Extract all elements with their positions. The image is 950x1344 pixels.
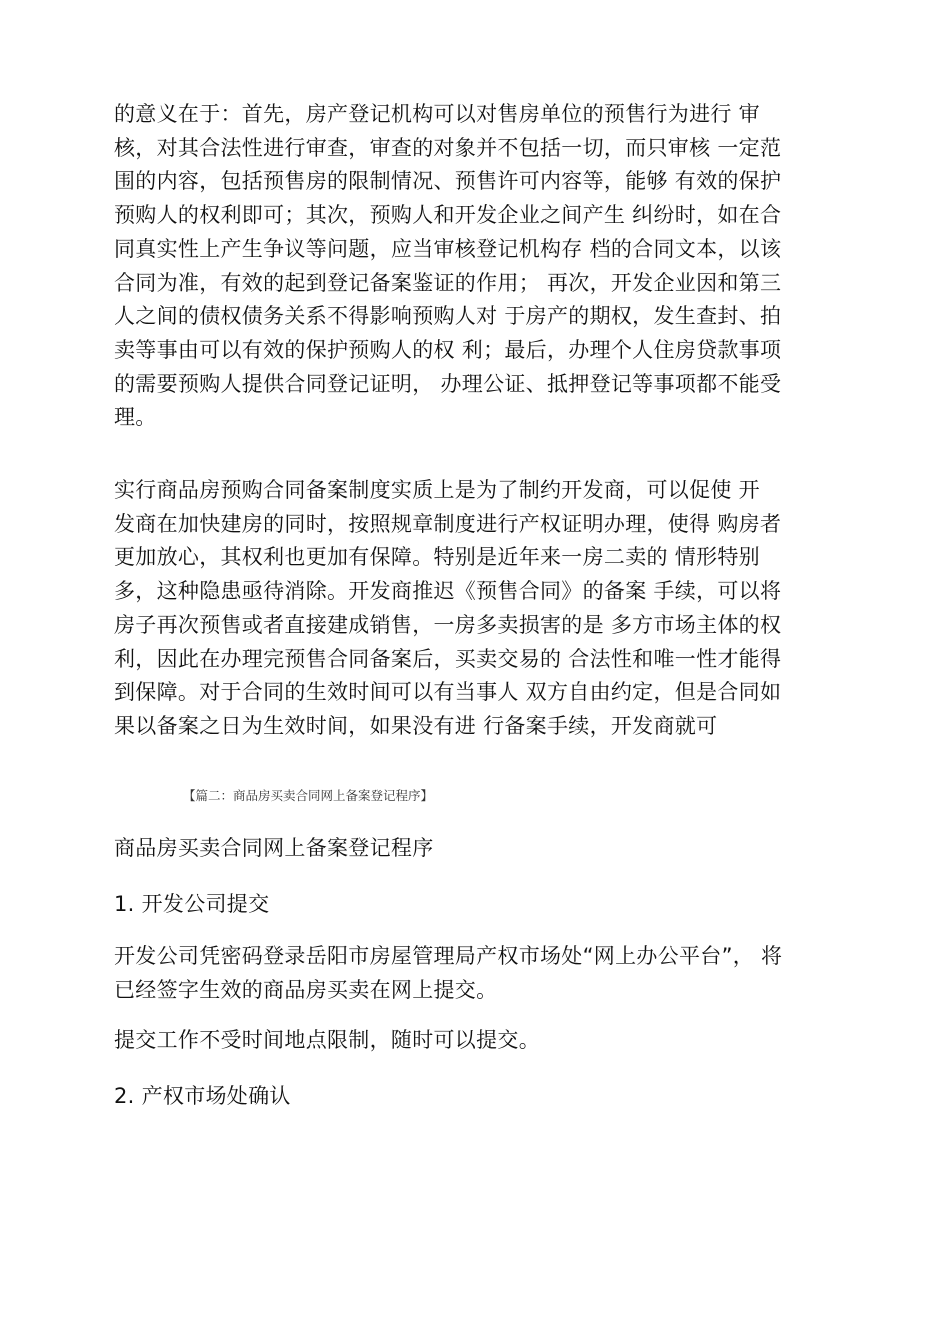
text-line: 的需要预购人提供合同登记证明， 办理公证、抵押登记等事项都不能受 [114,371,782,396]
text-line: 果以备案之日为生效时间，如果没有进 行备案手续，开发商就可 [114,713,718,738]
text-line: 利，因此在办理完预售合同备案后，买卖交易的 合法性和唯一性才能得 [114,646,782,671]
step-1-heading: 1. 开发公司提交 [114,892,270,916]
paragraph-registration-significance [114,98,874,435]
section-heading: 商品房买卖合同网上备案登记程序 [114,836,434,860]
text-line: 围的内容，包括预售房的限制情况、预售许可内容等，能够 有效的保护 [114,169,782,194]
text-line: 同真实性上产生争议等问题，应当审核登记机构存 档的合同文本，以该 [114,236,782,261]
step-2-heading: 2. 产权市场处确认 [114,1084,291,1108]
text-line: 开发公司凭密码登录岳阳市房屋管理局产权市场处“网上办公平台”， 将 [114,944,783,968]
text-line: 合同为准，有效的起到登记备案鉴证的作用； 再次，开发企业因和第三 [114,270,782,295]
text-line: 实行商品房预购合同备案制度实质上是为了制约开发商，可以促使 开 [114,478,760,502]
text-line: 多，这种隐患亟待消除。开发商推迟《预售合同》的备案 手续，可以将 [114,579,782,604]
text-line: 卖等事由可以有效的保护预购人的权 利；最后，办理个人住房贷款事项 [114,337,782,362]
text-line: 理。 [114,405,157,430]
text-line: 人之间的债权债务关系不得影响预购人对 于房产的期权，发生查封、拍 [114,304,782,329]
text-line: 房子再次预售或者直接建成销售，一房多卖损害的是 多方市场主体的权 [114,612,782,637]
text-line: 到保障。对于合同的生效时间可以有当事人 双方自由约定，但是合同如 [114,680,782,705]
text-line: 核，对其合法性进行审查，审查的对象并不包括一切，而只审核 一定范 [114,135,782,160]
paragraph-submit-anytime: 提交工作不受时间地点限制，随时可以提交。 [114,1028,540,1052]
text-line: 预购人的权利即可；其次，预购人和开发企业之间产生 纠纷时，如在合 [114,203,782,228]
text-line: 已经签字生效的商品房买卖在网上提交。 [114,977,498,1002]
paragraph-filing-system [114,474,874,744]
text-line: 发商在加快建房的同时，按照规章制度进行产权证明办理，使得 购房者 [114,511,782,536]
section-caption: 【篇二：商品房买卖合同网上备案登记程序】 [183,788,434,803]
paragraph-developer-submit [114,940,874,1007]
text-line: 更加放心，其权利也更加有保障。特别是近年来一房二卖的 情形特别 [114,545,760,570]
text-line: 的意义在于：首先，房产登记机构可以对售房单位的预售行为进行 审 [114,102,760,126]
